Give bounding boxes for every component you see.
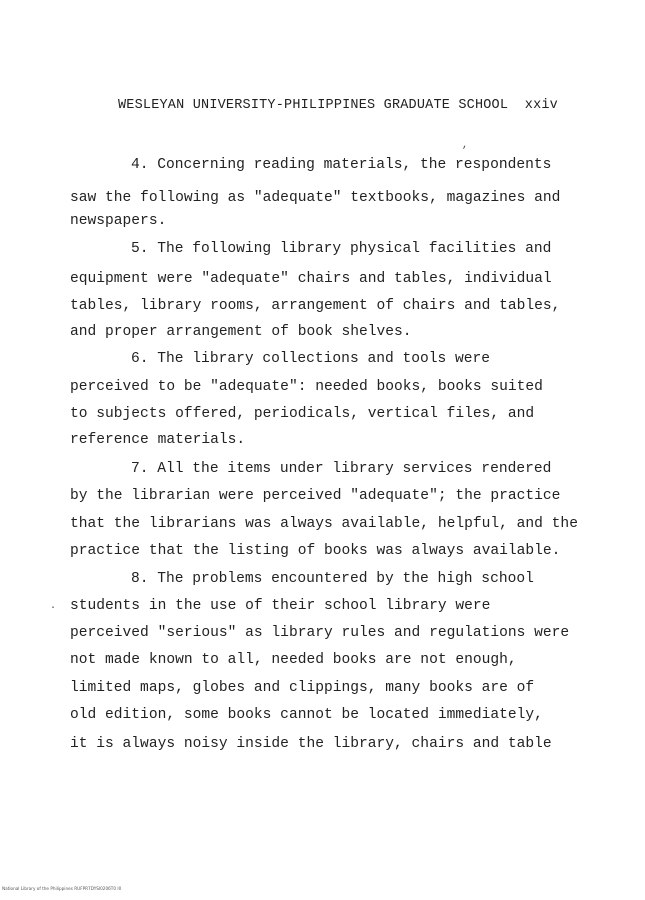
body-line: that the librarians was always available, helpful, and the (70, 516, 578, 532)
body-line: limited maps, globes and clippings, many books are of (70, 680, 535, 696)
body-line: equipment were "adequate" chairs and tables, individual (70, 271, 552, 287)
body-line: 7. All the items under library services rendered (131, 461, 552, 477)
body-line: tables, library rooms, arrangement of chairs and tables, (70, 298, 561, 314)
body-line: practice that the listing of books was always available. (70, 543, 561, 559)
body-line: saw the following as "adequate" textbooks, magazines and (70, 190, 561, 206)
body-line: 8. The problems encountered by the high school (131, 571, 534, 587)
body-line: 5. The following library physical facilities and (131, 241, 552, 257)
body-line: 4. Concerning reading materials, the respondents (131, 157, 552, 173)
scan-footer: National Library of the Philippines RUFPR7DYSI0206T0 III (2, 886, 122, 891)
page-header (118, 98, 558, 118)
header-title: WESLEYAN UNIVERSITY-PHILIPPINES GRADUATE SCHOOL (118, 98, 509, 113)
body-line: not made known to all, needed books are not enough, (70, 652, 517, 668)
scan-speck: , (462, 140, 469, 151)
body-line: reference materials. (70, 432, 246, 448)
body-line: newspapers. (70, 213, 167, 229)
body-line: to subjects offered, periodicals, vertical files, and (70, 406, 535, 422)
body-line: it is always noisy inside the library, chairs and table (70, 736, 552, 752)
body-line: and proper arrangement of book shelves. (70, 324, 412, 340)
body-line: perceived to be "adequate": needed books, books suited (70, 379, 543, 395)
page-number: xxiv (524, 98, 558, 113)
body-line: students in the use of their school library were (70, 598, 491, 614)
body-line: old edition, some books cannot be located immediately, (70, 707, 543, 723)
body-line: perceived "serious" as library rules and regulations were (70, 625, 570, 641)
scan-speck: · (50, 603, 57, 614)
body-line: by the librarian were perceived "adequate"; the practice (70, 488, 561, 504)
body-line: 6. The library collections and tools were (131, 351, 491, 367)
